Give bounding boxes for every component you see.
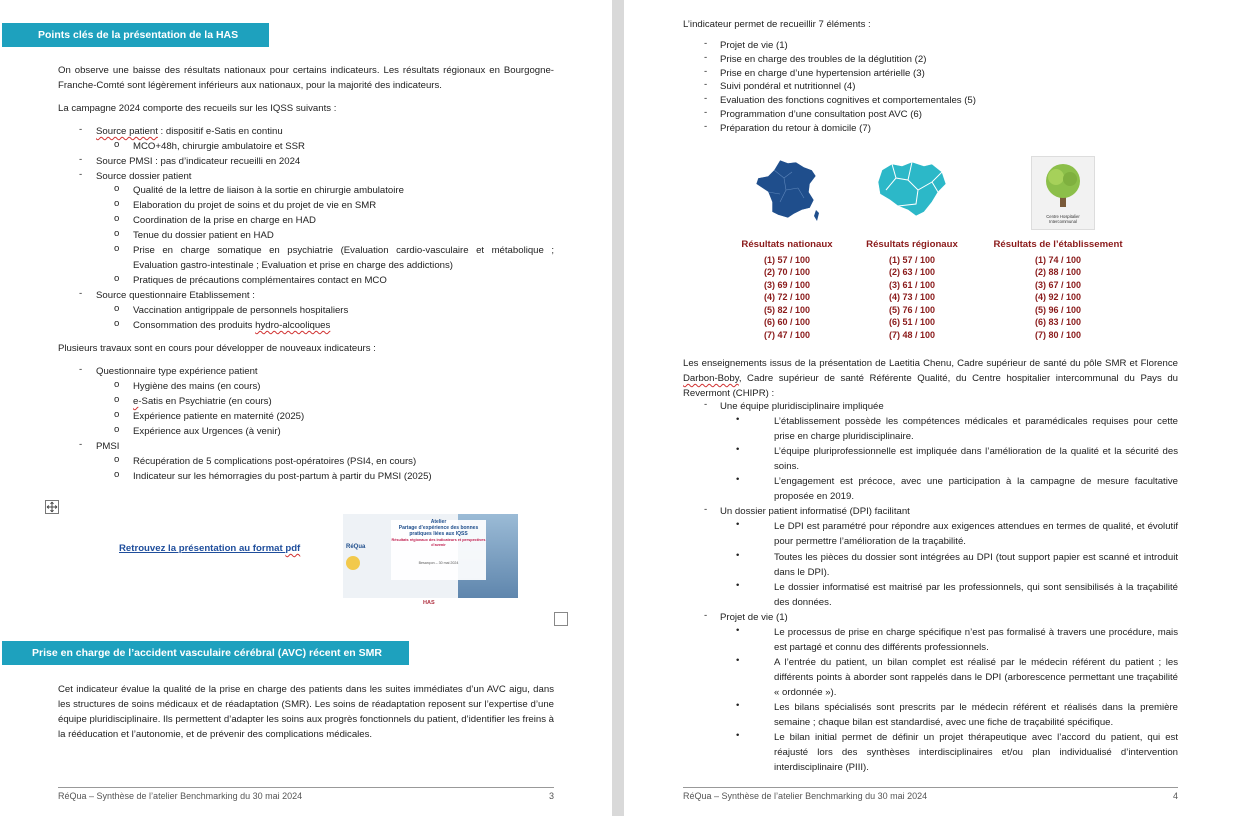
results-national: [736, 239, 838, 341]
result-value: (2) 63 / 100: [888, 267, 936, 277]
bullet-marker: •: [736, 444, 740, 455]
dash-marker: -: [79, 124, 83, 135]
page-number: 3: [549, 791, 555, 801]
circle-marker: o: [114, 394, 120, 405]
result-value: (7) 47 / 100: [763, 329, 811, 340]
list-item-dossier: Coordination de la prise en charge en HAD: [133, 215, 316, 226]
result-value: (1) 74 / 100: [1034, 254, 1082, 265]
results-header: Résultats nationaux: [741, 239, 833, 250]
document-page-3: [0, 0, 612, 816]
footer-text: RéQua – Synthèse de l’atelier Benchmarking du 30 mai 2024: [58, 791, 303, 801]
pdf-link[interactable]: Retrouvez la présentation au format pdf: [119, 543, 301, 554]
avc-paragraph: Cet indicateur évalue la qualité de la prise en charge des patients dans les suites immédiates d’un AVC aigu, dans les structures de soins médicaux et de réadaptation (SMR). Les soins de réadaptation reposent sur l’expertise d’une équipe pluridisciplinaire. Ils permettent d’adapter les soins aux progrès fonctionnels du patient, d’identifier les freins à la rééducation et l’autonomie, et de prévenir des complications médicales.: [58, 684, 554, 740]
circle-marker: o: [114, 228, 120, 239]
list-item-source-questionnaire: Source questionnaire Etablissement :: [96, 290, 255, 301]
thumb-title: Atelier: [430, 519, 447, 525]
dash-marker: -: [79, 439, 83, 450]
thumb-title: Partage d’expérience des bonnes: [398, 525, 479, 531]
lesson-item: Toutes les pièces du dossier sont intégrées au DPI (tout support papier est scanné et introduit dans le DPI).: [774, 552, 1178, 578]
circle-marker: o: [114, 303, 120, 314]
circle-marker: o: [114, 424, 120, 435]
result-value: (4) 73 / 100: [888, 292, 936, 302]
dash-marker: -: [704, 52, 708, 63]
region-map-icon: [876, 160, 948, 218]
thumb-title: pratiques liées aux IQSS: [409, 531, 468, 537]
result-value: (2) 70 / 100: [763, 267, 811, 277]
results-header: Résultats régionaux: [866, 239, 958, 250]
thumb-logo-mark: [346, 556, 360, 570]
bullet-marker: •: [736, 730, 740, 741]
dash-marker: -: [704, 399, 708, 410]
element-item: Préparation du retour à domicile (7): [720, 123, 871, 134]
results-header: Résultats de l’établissement: [993, 239, 1123, 250]
lesson-equipe: Une équipe pluridisciplinaire impliquée: [720, 401, 884, 412]
dash-marker: -: [704, 610, 708, 621]
thumb-has-logo: HAS: [423, 600, 435, 606]
bullet-marker: •: [736, 550, 740, 561]
result-value: (2) 88 / 100: [1034, 267, 1082, 277]
dash-marker: -: [704, 38, 708, 49]
hospital-logo: [1031, 156, 1095, 230]
intro-paragraph: On observe une baisse des résultats nationaux pour certains indicateurs. Les résultats régionaux en Bourgogne-Franche-Comté sont légèrement inférieurs aux nationaux, pour la majorité des indicateurs.: [58, 65, 554, 91]
list-item-dossier: Tenue du dossier patient en HAD: [133, 230, 274, 241]
circle-marker: o: [114, 139, 120, 150]
list-item-hemorragies: Indicateur sur les hémorragies du post-partum à partir du PMSI (2025): [133, 471, 432, 482]
bullet-marker: •: [736, 519, 740, 530]
bullet-marker: •: [736, 474, 740, 485]
section-banner-avc: Prise en charge de l’accident vasculaire cérébral (AVC) récent en SMR: [2, 641, 409, 665]
circle-marker: o: [114, 273, 120, 284]
lesson-item: Les bilans spécialisés sont prescrits par le médecin référent et réalisés dans la première semaine ; chaque bilan est standardisé, avec une fiche de traçabilité spécifique.: [774, 702, 1178, 728]
footer-divider: [58, 787, 554, 788]
campaign-line: La campagne 2024 comporte des recueils sur les IQSS suivants :: [58, 103, 337, 114]
result-value: (4) 72 / 100: [763, 292, 811, 302]
dash-marker: -: [704, 504, 708, 515]
lesson-projet: Projet de vie (1): [720, 612, 788, 623]
travaux-line: Plusieurs travaux sont en cours pour développer de nouveaux indicateurs :: [58, 343, 376, 354]
list-item-questionnaire: Questionnaire type expérience patient: [96, 366, 258, 377]
result-value: (6) 60 / 100: [763, 317, 811, 327]
table-move-handle-icon[interactable]: [45, 500, 59, 514]
page-number: 4: [1173, 791, 1179, 801]
france-map-icon: [754, 158, 820, 222]
list-item-source-pmsi: Source PMSI : pas d’indicateur recueilli en 2024: [96, 156, 301, 167]
circle-marker: o: [114, 469, 120, 480]
lesson-item: Le dossier informatisé est maitrisé par les professionnels, qui sont sensibilisés à la traçabilité des données.: [774, 582, 1178, 608]
bullet-marker: •: [736, 414, 740, 425]
resize-handle[interactable]: [554, 612, 568, 626]
result-value: (1) 57 / 100: [888, 254, 936, 265]
result-value: (5) 76 / 100: [888, 304, 936, 315]
lesson-item: A l’entrée du patient, un bilan complet est réalisé par le médecin référent du patient ; les différents points à aborder sont rappelés dans le DPI (arborescence permettant une traçabilité « ordonnée »).: [774, 657, 1178, 698]
lesson-item: Le DPI est paramétré pour répondre aux exigences attendues en termes de qualité, et évolutif pour permettre l’amélioration de la traçabilité.: [774, 521, 1178, 547]
element-item: Programmation d’une consultation post AVC (6): [720, 109, 922, 120]
dash-marker: -: [79, 288, 83, 299]
list-item-urgences: Expérience aux Urgences (à venir): [133, 426, 281, 437]
hospital-logo-text: Centre Hospitalier Intercommunal: [1046, 214, 1080, 224]
element-item: Suivi pondéral et nutritionnel (4): [720, 81, 856, 92]
footer-divider: [683, 787, 1178, 788]
circle-marker: o: [114, 183, 120, 194]
circle-marker: o: [114, 454, 120, 465]
results-etablissement: [987, 239, 1129, 341]
result-value: (3) 69 / 100: [763, 279, 811, 290]
result-value: (3) 61 / 100: [888, 279, 936, 290]
result-value: (1) 57 / 100: [763, 254, 811, 265]
result-value: (3) 67 / 100: [1034, 279, 1082, 290]
list-item-dossier: Prise en charge somatique en psychiatrie (Evaluation cardio-vasculaire et métabolique ;: [133, 245, 554, 256]
thumb-subtitle: Résultats régionaux des indicateurs et perspectives d’avenir: [391, 538, 486, 547]
result-value: (7) 80 / 100: [1034, 329, 1082, 340]
circle-marker: o: [114, 379, 120, 390]
dash-marker: -: [704, 121, 708, 132]
lessons-intro: Les enseignements issus de la présentation de Laetitia Chenu, Cadre supérieur de santé du pôle SMR et Florence Darbon-Boby, Cadre supérieur de santé Référente Qualité, du Centre hospitalier intercommunal du Pays du Revermont (CHIPR) :: [683, 358, 1178, 399]
list-item-dossier: Pratiques de précautions complémentaires contact en MCO: [133, 275, 387, 286]
list-item-psi4: Récupération de 5 complications post-opératoires (PSI4, en cours): [133, 456, 417, 467]
element-item: Prise en charge d’une hypertension artérielle (3): [720, 68, 925, 79]
dash-marker: -: [704, 93, 708, 104]
list-item-mco: MCO+48h, chirurgie ambulatoire et SSR: [133, 141, 305, 152]
lesson-item: Le processus de prise en charge spécifique n’est pas formalisé à travers une procédure, mais est partagé et connu des différents professionnels.: [774, 627, 1178, 653]
presentation-thumbnail[interactable]: [343, 514, 518, 598]
list-item-pmsi: PMSI: [96, 441, 120, 452]
lesson-item: L’équipe pluriprofessionnelle est impliquée dans l’amélioration de la qualité et la sécurité des soins.: [774, 446, 1178, 472]
result-value: (6) 51 / 100: [888, 317, 936, 327]
result-value: (7) 48 / 100: [888, 329, 936, 340]
circle-marker: o: [114, 409, 120, 420]
document-page-4: [624, 0, 1235, 816]
result-value: (6) 83 / 100: [1034, 317, 1082, 327]
list-item-dossier: Qualité de la lettre de liaison à la sortie en chirurgie ambulatoire: [133, 185, 404, 196]
bullet-marker: •: [736, 700, 740, 711]
list-item-dossier: Elaboration du projet de soins et du projet de vie en SMR: [133, 200, 377, 211]
list-item-esatis: e-Satis en Psychiatrie (en cours): [133, 396, 272, 407]
result-value: (5) 82 / 100: [763, 304, 811, 315]
elements-intro: L’indicateur permet de recueillir 7 éléments :: [683, 19, 871, 30]
list-item-vaccination: Vaccination antigrippale de personnels hospitaliers: [133, 305, 349, 316]
bullet-marker: •: [736, 655, 740, 666]
dash-marker: -: [704, 79, 708, 90]
element-item: Evaluation des fonctions cognitives et comportementales (5): [720, 95, 976, 106]
result-value: (4) 92 / 100: [1034, 292, 1082, 302]
dash-marker: -: [79, 364, 83, 375]
tree-icon: [1032, 157, 1094, 213]
bullet-marker: •: [736, 580, 740, 591]
list-item-consommation: Consommation des produits hydro-alcooliques: [133, 320, 331, 331]
bullet-marker: •: [736, 625, 740, 636]
circle-marker: o: [114, 243, 120, 254]
footer-text: RéQua – Synthèse de l’atelier Benchmarking du 30 mai 2024: [683, 791, 928, 801]
element-item: Projet de vie (1): [720, 40, 788, 51]
list-item-source-patient: Source patient : dispositif e-Satis en continu: [96, 126, 283, 137]
circle-marker: o: [114, 318, 120, 329]
results-regional: [860, 239, 964, 341]
dash-marker: -: [704, 107, 708, 118]
dash-marker: -: [79, 154, 83, 165]
lesson-item: L’engagement est précoce, avec une participation à la campagne de mesure facultative proposée en 2019.: [774, 476, 1178, 502]
thumb-logo: RéQua: [346, 544, 366, 550]
list-item-maternite: Expérience patiente en maternité (2025): [133, 411, 305, 422]
lesson-dpi: Un dossier patient informatisé (DPI) facilitant: [720, 506, 910, 517]
dash-marker: -: [704, 66, 708, 77]
lesson-item: L’établissement possède les compétences médicales et paramédicales requises pour cette prise en charge pluridisciplinaire.: [774, 416, 1178, 442]
dash-marker: -: [79, 169, 83, 180]
list-item-dossier-continued: Evaluation gastro-intestinale ; Evaluation et prise en charge des addictions): [133, 260, 453, 271]
section-banner-points-cles: Points clés de la présentation de la HAS: [2, 23, 269, 47]
thumb-date: Besançon – 30 mai 2024: [418, 561, 459, 565]
list-item-source-dossier: Source dossier patient: [96, 171, 192, 182]
element-item: Prise en charge des troubles de la déglutition (2): [720, 54, 927, 65]
list-item-hygiene: Hygiène des mains (en cours): [133, 381, 261, 392]
circle-marker: o: [114, 198, 120, 209]
lesson-item: Le bilan initial permet de définir un projet thérapeutique avec l’accord du patient, qui est réajusté lors des synthèses interdisciplinaires et/ou plan individualisé d’intervention interdisciplinaire (PIII).: [774, 732, 1178, 773]
circle-marker: o: [114, 213, 120, 224]
result-value: (5) 96 / 100: [1034, 304, 1082, 315]
